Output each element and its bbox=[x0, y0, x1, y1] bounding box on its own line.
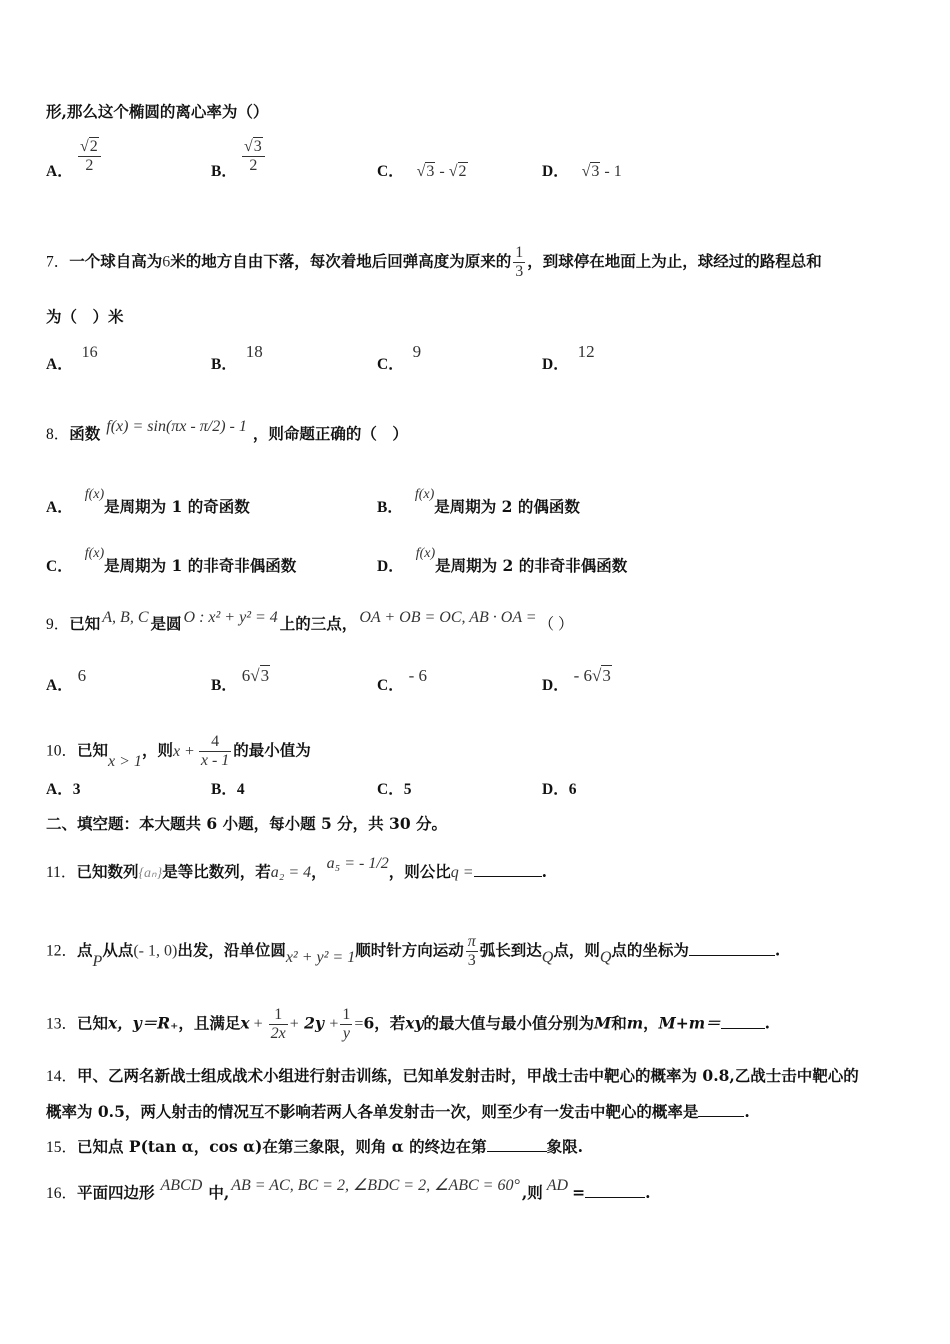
option-value: 6 bbox=[77, 666, 87, 685]
option-value: - 6√3 bbox=[573, 666, 611, 685]
q7-option-a[interactable] bbox=[46, 342, 98, 373]
q16-text: 中, bbox=[208, 1183, 230, 1202]
option-label: B． bbox=[377, 499, 403, 516]
option-value: 18 bbox=[245, 342, 263, 361]
option-label: D． bbox=[542, 677, 569, 694]
q9-points: A, B, C bbox=[102, 609, 149, 626]
option-value: 6√3 bbox=[241, 666, 270, 685]
q12-text: 从点 bbox=[102, 940, 134, 960]
option-label: D． bbox=[542, 781, 569, 798]
option-label: B． bbox=[211, 677, 237, 694]
q16-text: = bbox=[572, 1183, 586, 1202]
q12-text: 点，则 bbox=[553, 940, 600, 960]
option-label: B． bbox=[211, 163, 237, 180]
option-label: A． bbox=[46, 781, 73, 798]
q10-option-b[interactable] bbox=[211, 779, 245, 800]
fraction: $\frac{√3}{2}$ bbox=[242, 138, 265, 175]
q13-text: ，且满足 bbox=[178, 1013, 241, 1033]
q9-option-a[interactable] bbox=[46, 666, 87, 694]
option-value: 9 bbox=[412, 342, 422, 361]
option-value: 3 bbox=[72, 781, 81, 798]
q8-option-c[interactable] bbox=[46, 546, 297, 575]
option-label: B． bbox=[211, 781, 237, 798]
q12-end: . bbox=[774, 940, 781, 960]
q14-stem-line2 bbox=[46, 1102, 750, 1122]
q10-option-c[interactable] bbox=[377, 779, 411, 800]
q16-end: . bbox=[645, 1183, 651, 1202]
option-value: √3 - √2 bbox=[416, 163, 467, 180]
question-number: 8． bbox=[46, 426, 70, 443]
q15-text: 已知点 P(tan α，cos α)在第三象限，则角 α 的终边在第 bbox=[77, 1137, 487, 1156]
option-value: 16 bbox=[81, 344, 98, 361]
q12-point-p: P bbox=[92, 952, 103, 970]
q9-text: 是圆 bbox=[150, 614, 182, 633]
q9-text: （ ） bbox=[538, 616, 574, 633]
option-value: √3 - 1 bbox=[581, 163, 622, 180]
q11-stem bbox=[46, 855, 547, 884]
q8-option-d[interactable] bbox=[377, 546, 628, 575]
q16-stem bbox=[46, 1177, 651, 1204]
q10-text: 已知 bbox=[77, 740, 109, 760]
question-number: 12． bbox=[46, 942, 78, 960]
q9-text: 上的三点， bbox=[279, 614, 358, 633]
q6-stem bbox=[46, 102, 268, 122]
q8-option-b[interactable] bbox=[377, 487, 580, 516]
option-label: C． bbox=[377, 356, 404, 373]
q10-option-d[interactable] bbox=[542, 779, 576, 800]
question-number: 11． bbox=[46, 864, 77, 881]
q7-height: 6 bbox=[162, 253, 171, 271]
q6-option-a[interactable] bbox=[46, 161, 73, 182]
q14-stem bbox=[46, 1066, 859, 1087]
q13-vars: x，y＝R₊ bbox=[108, 1013, 179, 1033]
q15-text: 象限. bbox=[546, 1137, 583, 1156]
q10-fraction: $\frac{4}{x - 1}$ bbox=[200, 733, 230, 769]
option-label: A． bbox=[46, 677, 73, 694]
q11-end: . bbox=[541, 862, 547, 881]
q11-text: ， bbox=[311, 862, 327, 881]
answer-blank[interactable] bbox=[585, 1183, 645, 1198]
answer-blank[interactable] bbox=[689, 941, 775, 956]
q9-option-c[interactable] bbox=[377, 666, 428, 694]
q7-text: ，到球停在地面上为止，球经过的路程总和 bbox=[527, 251, 822, 271]
q10-text: ，则 bbox=[141, 740, 173, 760]
q8-text: 函数 bbox=[69, 424, 101, 443]
q6-option-d[interactable] bbox=[542, 161, 622, 182]
question-number: 9． bbox=[46, 616, 70, 633]
option-label: B． bbox=[211, 356, 237, 373]
q11-text: 已知数列 bbox=[76, 862, 139, 881]
q6-stem-text: 形,那么这个椭圆的离心率为（） bbox=[46, 102, 269, 121]
q12-text: 出发，沿单位圆 bbox=[177, 940, 286, 960]
q7-option-c[interactable] bbox=[377, 342, 422, 373]
q8-text: ，则命题正确的（ ） bbox=[252, 424, 408, 443]
q8-stem bbox=[46, 418, 408, 445]
option-label: C． bbox=[377, 677, 404, 694]
q13-end: . bbox=[764, 1013, 771, 1033]
option-label: A． bbox=[46, 163, 73, 180]
question-number: 13． bbox=[46, 1015, 78, 1033]
q10-condition: x > 1 bbox=[108, 752, 142, 770]
option-label: D． bbox=[377, 558, 404, 575]
q11-text: ，则公比 bbox=[388, 862, 451, 881]
fraction: $\frac{√2}{2}$ bbox=[78, 138, 101, 175]
answer-blank[interactable] bbox=[474, 862, 542, 877]
q14-text: 甲、乙两名新战士组成战术小组进行射击训练，已知单发射击时，甲战士击中靶心的概率为 0.8,乙战士击中靶心的 bbox=[77, 1066, 859, 1085]
q12-start: (- 1, 0) bbox=[133, 942, 178, 960]
q7-option-d[interactable] bbox=[542, 342, 595, 373]
q9-condition: OA + OB = OC, AB · OA = bbox=[359, 609, 537, 626]
question-number: 7． bbox=[46, 253, 70, 271]
q13-text: ，若 bbox=[374, 1013, 406, 1033]
q11-q: q = bbox=[450, 864, 474, 881]
q16-text: 平面四边形 bbox=[77, 1183, 155, 1202]
q10-text: 的最小值为 bbox=[233, 740, 311, 760]
q7-stem-line2 bbox=[46, 307, 124, 327]
q7-stem bbox=[46, 244, 822, 281]
q13-xy: xy bbox=[405, 1013, 424, 1033]
answer-blank[interactable] bbox=[487, 1137, 547, 1152]
q13-text: 和 bbox=[611, 1013, 627, 1033]
q9-option-b[interactable] bbox=[211, 666, 270, 694]
fx: f(x) bbox=[84, 487, 105, 502]
option-text: 是周期为 1 的奇函数 bbox=[104, 497, 250, 516]
q6-option-b[interactable] bbox=[211, 161, 237, 182]
q12-text: 顺时针方向运动 bbox=[355, 940, 464, 960]
q12-circle: x² + y² = 1 bbox=[285, 948, 356, 966]
q7-text: 为（ ）米 bbox=[46, 307, 124, 326]
q10-stem: 10．已知x > 1，则x + $\frac{4}{x - 1}$ 的最小值为 bbox=[46, 733, 311, 770]
q16-ad: AD bbox=[546, 1177, 569, 1194]
q8-option-a[interactable] bbox=[46, 487, 250, 516]
q13-stem: 13．已知x，y＝R₊，且满足x + $\frac{1}{2x}$ + 2y + $\frac{1}{y}$ =6，若xy的最大值与最小值分别为M和m，M+m＝ . bbox=[46, 1006, 771, 1042]
q12-arc: $\frac{\pi}{3}$ bbox=[467, 933, 476, 969]
option-label: C． bbox=[46, 558, 73, 575]
q6-option-c[interactable] bbox=[377, 161, 468, 182]
q12-point-q: Q bbox=[599, 948, 612, 966]
option-value: 5 bbox=[403, 781, 412, 798]
q10-option-a[interactable] bbox=[46, 779, 80, 800]
q12-point-q: Q bbox=[541, 948, 554, 966]
q12-text: 点的坐标为 bbox=[611, 940, 689, 960]
fx: f(x) bbox=[84, 546, 105, 561]
q12-text: 点 bbox=[77, 940, 93, 960]
answer-blank[interactable] bbox=[721, 1014, 765, 1029]
q12-text: 弧长到达 bbox=[479, 940, 542, 960]
q9-option-d[interactable] bbox=[542, 666, 612, 694]
q7-option-b[interactable] bbox=[211, 342, 263, 373]
fx: f(x) bbox=[414, 487, 435, 502]
option-value: - 6 bbox=[408, 666, 428, 685]
q14-end: . bbox=[744, 1102, 750, 1121]
q9-text: 已知 bbox=[69, 614, 101, 633]
fx: f(x) bbox=[415, 546, 436, 561]
q11-sequence: {aₙ} bbox=[138, 866, 163, 881]
q11-a2: a₂ = 4 bbox=[270, 864, 312, 881]
q16-shape: ABCD bbox=[160, 1177, 203, 1194]
option-label: D． bbox=[542, 356, 569, 373]
q13-text: 的最大值与最小值分别为 bbox=[423, 1013, 595, 1033]
q6-option-b-value bbox=[240, 138, 267, 175]
q15-stem bbox=[46, 1137, 583, 1158]
q16-text: ,则 bbox=[521, 1183, 543, 1202]
q12-stem bbox=[46, 933, 780, 970]
option-text: 是周期为 2 的非奇非偶函数 bbox=[435, 556, 628, 575]
q16-conditions: AB = AC, BC = 2, ∠BDC = 2, ∠ABC = 60° bbox=[231, 1177, 520, 1194]
q11-text: 是等比数列，若 bbox=[162, 862, 271, 881]
question-number: 10． bbox=[46, 742, 78, 760]
q9-stem bbox=[46, 609, 574, 635]
section-heading bbox=[46, 814, 447, 834]
option-label: C． bbox=[377, 163, 404, 180]
question-number: 16． bbox=[46, 1185, 78, 1202]
option-label: A． bbox=[46, 499, 73, 516]
fraction: $\frac{1}{2x}$ bbox=[270, 1006, 286, 1042]
section-heading-text: 二、填空题：本大题共 6 小题，每小题 5 分，共 30 分。 bbox=[46, 814, 448, 833]
q7-text: 米的地方自由下落，每次着地后回弹高度为原来的 bbox=[170, 251, 512, 271]
q13-text: 已知 bbox=[77, 1013, 109, 1033]
q6-option-a-value bbox=[76, 138, 103, 175]
option-text: 是周期为 2 的偶函数 bbox=[434, 497, 580, 516]
option-value: 12 bbox=[577, 342, 595, 361]
q7-fraction: $\frac{1}{3}$ bbox=[515, 244, 524, 280]
q11-a5: a₅ = - 1/2 bbox=[326, 855, 389, 872]
question-number: 14． bbox=[46, 1068, 78, 1085]
option-text: 是周期为 1 的非奇非偶函数 bbox=[104, 556, 297, 575]
option-value: 4 bbox=[236, 781, 245, 798]
q8-formula: f(x) = sin(πx - π/2) - 1 bbox=[106, 418, 247, 435]
q13-max: M bbox=[594, 1013, 612, 1033]
q9-circle: O : x² + y² = 4 bbox=[183, 609, 278, 626]
option-label: D． bbox=[542, 163, 569, 180]
answer-blank[interactable] bbox=[698, 1102, 744, 1117]
q7-text: 一个球自高为 bbox=[69, 251, 163, 271]
q13-min: m bbox=[626, 1013, 644, 1033]
q14-text: 概率为 0.5，两人射击的情况互不影响若两人各单发射击一次，则至少有一发击中靶心的概率是 bbox=[46, 1102, 699, 1121]
option-value: 6 bbox=[568, 781, 577, 798]
q13-sum: M+m＝ bbox=[658, 1013, 721, 1033]
fraction: $\frac{1}{y}$ bbox=[342, 1006, 351, 1042]
option-label: C． bbox=[377, 781, 404, 798]
question-number: 15． bbox=[46, 1139, 78, 1156]
option-label: A． bbox=[46, 356, 73, 373]
